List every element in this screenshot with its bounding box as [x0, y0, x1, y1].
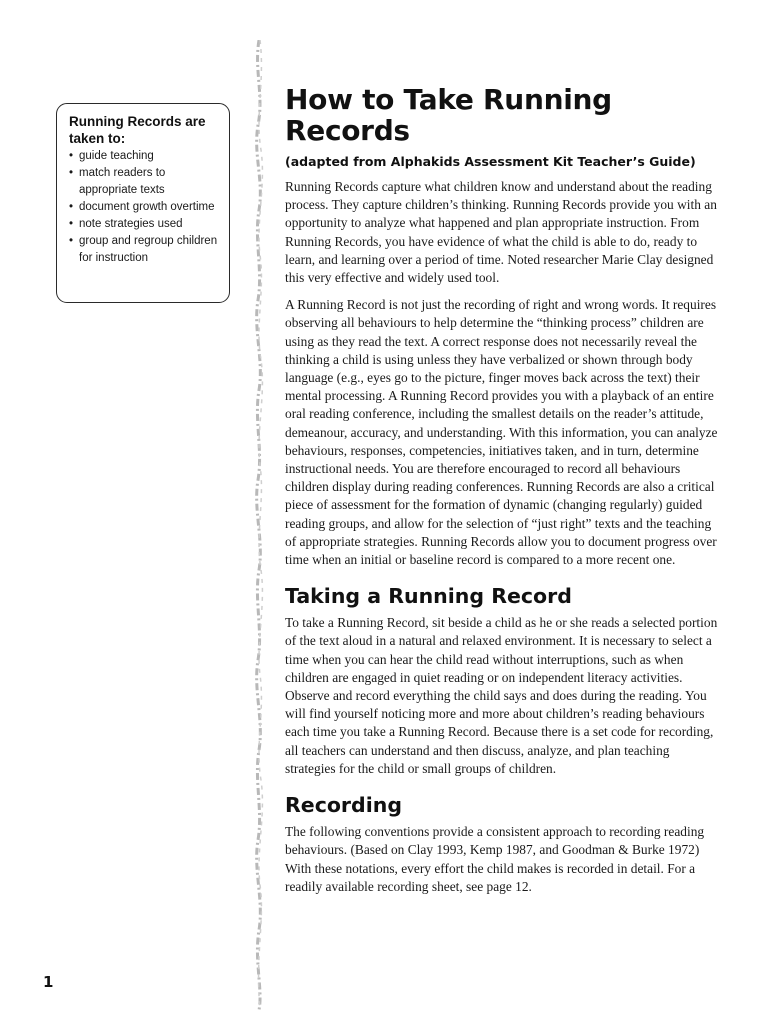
section-heading-recording: Recording	[285, 793, 403, 818]
section-paragraph-taking: To take a Running Record, sit beside a child as he or she reads a selected portion of the text aloud in a natural and relaxed environment. It is necessary to select a time when you can hear the child read without interruptions, such as when children are engaged in quiet reading or on independent literacy activities. Observe and record everything the child says and does during the reading. You will find yourself noticing more and more about children’s reading behaviours each time you take a Running Record. Because there is a set code for recording, all teachers can understand and then discuss, analyze, and plan teaching strategies for the child or small groups of children.	[285, 615, 718, 776]
list-item: • note strategies used	[69, 218, 183, 230]
page-number: 1	[43, 973, 54, 991]
torn-edge-divider	[248, 40, 270, 1010]
page-title: How to Take Running Records	[285, 83, 612, 147]
sidebar-list	[69, 148, 223, 267]
list-item: • match readers to appropriate texts	[69, 167, 166, 196]
list-item: • document growth overtime	[69, 201, 215, 213]
article-body	[285, 84, 721, 896]
sidebar-title: Running Records are taken to:	[69, 114, 206, 146]
page-subtitle: (adapted from Alphakids Assessment Kit Teacher’s Guide)	[285, 154, 696, 169]
list-item: • guide teaching	[69, 150, 154, 162]
intro-paragraph: Running Records capture what children know and understand about the reading process. They capture children’s thinking. Running Records provide you with an opportunity to analyze what happened and plan appropriate instruction. From Running Records, you have evidence of what the child is able to do, ready to learn, and learning over a period of time. Noted researcher Marie Clay designed this very effective and widely used tool.	[285, 179, 717, 286]
sidebar-callout-box	[56, 103, 230, 303]
section-heading-taking: Taking a Running Record	[285, 584, 572, 609]
intro-paragraph: A Running Record is not just the recording of right and wrong words. It requires observing all behaviours to help determine the “thinking process” children are using as they read the text. A correct response does not necessarily reveal the thinking a child is using unless they have verbalized or shown through body language (e.g., eyes go to the picture, finger moves back across the text) their mental processing. A Running Record provides you with a playback of an entire oral reading conference, including the smallest details on the reader’s attitude, demeanour, accuracy, and understanding. With this information, you can analyze behaviours, responses, competencies, initiatives taken, and in turn, determine instructional needs. You are therefore encouraged to record all behaviours children display during reading conferences. Running Records are also a critical piece of assessment for the formation of dynamic (changing regularly) guided reading groups, and allow for the selection of “just right” texts and the teaching of appropriate strategies. Running Records allow you to document progress over time when an initial or baseline record is compared to a more recent one.	[285, 297, 718, 568]
list-item: • group and regroup children for instruction	[69, 235, 218, 264]
section-paragraph-recording: The following conventions provide a consistent approach to recording reading behaviours. (Based on Clay 1993, Kemp 1987, and Goodman & Burke 1972) With these notations, every effort the child makes is recorded in detail. For a readily available recording sheet, see page 12.	[285, 824, 705, 894]
